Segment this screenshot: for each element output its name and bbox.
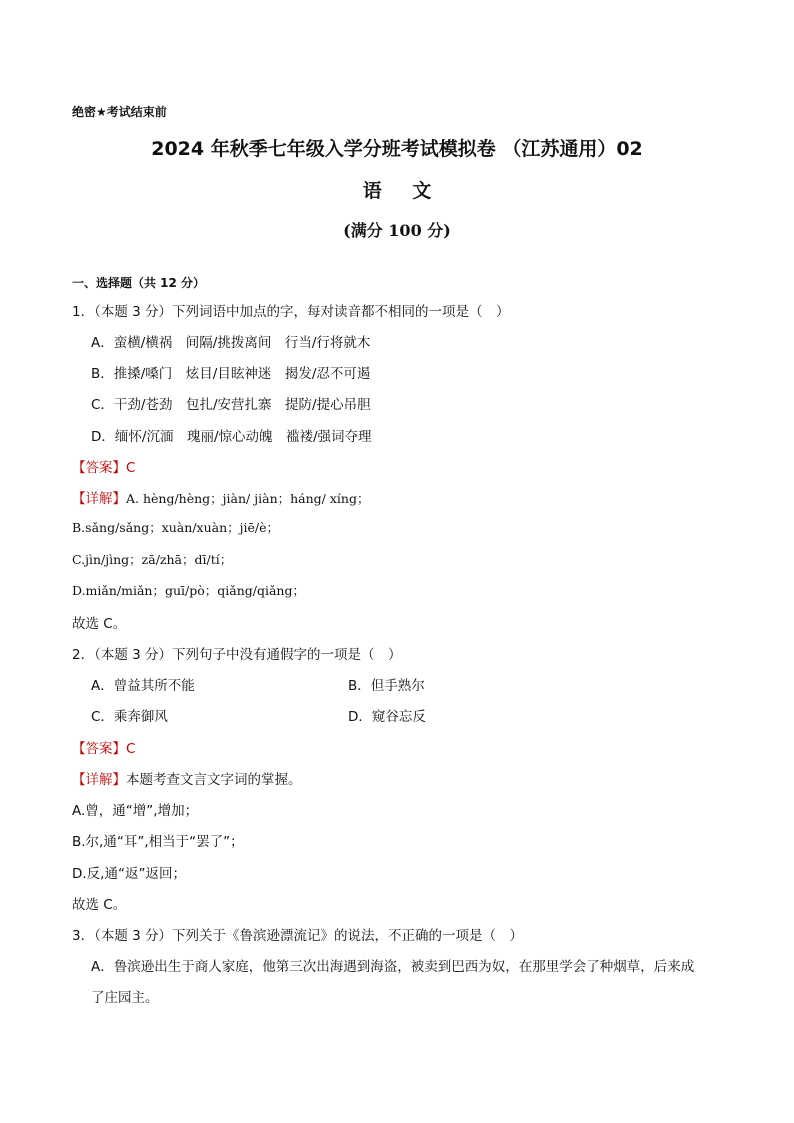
answer-tag: 【答案】 [72,741,126,757]
section-heading: 一、选择题（共 12 分） [72,276,206,290]
question-1-detail-line: B.sǎng/sǎng；xuàn/xuàn；jiē/è； [72,520,280,535]
question-1-stem: 1．（本题 3 分）下列词语中加点的字，每对读音都不相同的一项是（ ） [72,304,510,320]
secret-mark: 绝密★考试结束前 [72,105,167,119]
subject-title: 语 文 [362,180,444,202]
question-1-option-c: C．干劲/苍劲 包扎/安营扎寨 提防/提心吊胆 [91,397,371,413]
question-2-stem: 2．（本题 3 分）下列句子中没有通假字的一项是（ ） [72,647,402,663]
question-2-conclusion: 故选 C。 [72,897,127,913]
question-1-detail [72,487,369,507]
question-1-detail-line: D.miǎn/miǎn；guī/pò；qiǎng/qiǎng； [72,583,305,598]
question-2-answer [72,737,135,757]
detail-line: A. hèng/hèng；jiàn/ jiàn；háng/ xíng； [126,491,370,506]
question-2-option-a: A．曾益其所不能 [91,678,195,694]
question-2-option-c: C．乘奔御风 [91,709,168,725]
question-2-detail-line: D.反,通“返”返回； [72,866,186,882]
question-1-option-d: D．缅怀/沉湎 瑰丽/惊心动魄 褴褛/强词夺理 [91,429,372,445]
question-1-detail-line: C.jìn/jìng；zā/zhā；dī/tí； [72,552,233,567]
question-2-option-b: B．但手熟尔 [348,678,425,694]
question-3-stem: 3．（本题 3 分）下列关于《鲁滨逊漂流记》的说法，不正确的一项是（ ） [72,928,524,944]
detail-tag: 【详解】 [72,491,126,507]
detail-line: 本题考查文言文字词的掌握。 [126,772,302,788]
question-1-option-a: A．蛮横/横祸 间隔/挑拨离间 行当/行将就木 [91,335,371,351]
question-2-detail [72,768,302,788]
question-2-option-d: D．窥谷忘反 [348,709,426,725]
answer-tag: 【答案】 [72,460,126,476]
exam-title: 2024 年秋季七年级入学分班考试模拟卷 （江苏通用）02 [151,138,643,160]
question-1-option-b: B．推搡/嗓门 炫目/目眩神迷 揭发/忍不可遏 [91,366,371,382]
total-score: (满分 100 分) [343,221,451,240]
answer-value: C [126,460,136,476]
question-3-option-a: A．鲁滨逊出生于商人家庭，他第三次出海遇到海盗，被卖到巴西为奴，在那里学会了种烟草，后来成 [91,959,695,975]
question-3-option-a-continued: 了庄园主。 [91,990,159,1006]
question-1-conclusion: 故选 C。 [72,616,127,632]
detail-tag: 【详解】 [72,772,126,788]
question-2-detail-line: A.曾，通“增”,增加； [72,803,199,819]
question-2-detail-line: B.尔,通“耳”,相当于“罢了”； [72,834,244,850]
answer-value: C [126,741,136,757]
question-1-answer [72,456,135,476]
